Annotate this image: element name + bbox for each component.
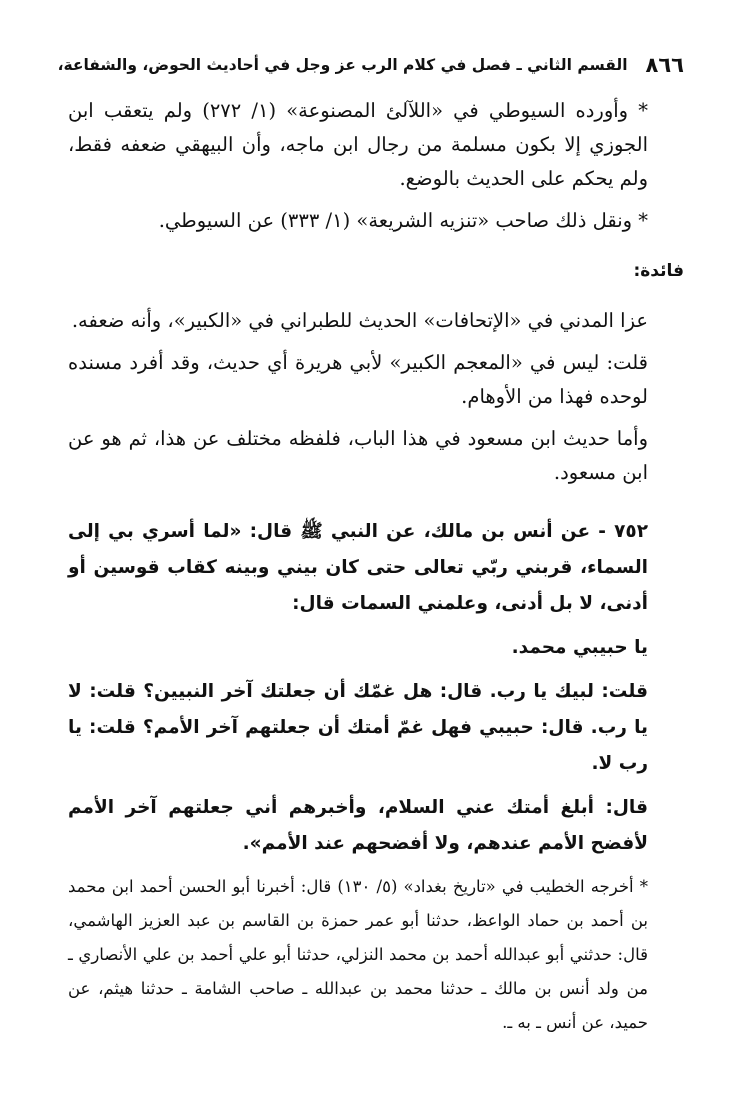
hadith-opening: ٧٥٢ - عن أنس بن مالك، عن النبي ﷺ قال: «لما أسري بي إلى السماء، قربني ربّي تعالى حتى كان بيني وبينه كقاب قوسين أو أدنى، لا بل أدنى، وعلمني السمات قال: [68, 521, 648, 614]
hadith-closing: قال: أبلغ أمتك عني السلام، وأخبرهم أني جعلتهم آخر الأمم لأفضح الأمم عندهم، ولا أفضحهم عند الأمم». [68, 797, 648, 854]
page-body [68, 94, 684, 1040]
faida-label: فائدة: [633, 261, 684, 281]
page-number: ٨٦٦ [645, 53, 684, 77]
hadith-dialogue: قلت: لبيك يا رب. قال: هل غمّك أن جعلتك آخر النبيين؟ قلت: لا يا رب. قال: حبيبي فهل غمّ أمتك أن جعلتهم آخر الأمم؟ قلت: يا رب لا. [68, 681, 648, 774]
paragraph-madani: عزا المدني في «الإتحافات» الحديث للطبراني في «الكبير»، وأنه ضعفه. [71, 309, 648, 332]
hadith-call: يا حبيبي محمد. [511, 637, 648, 658]
takhrij-paragraph: * أخرجه الخطيب في «تاريخ بغداد» (٥/ ١٣٠) قال: أخبرنا أبو الحسن أحمد ابن محمد بن أحمد بن حماد الواعظ، حدثنا أبو عمر حمزة بن القاسم بن عبد العزيز الهاشمي، قال: حدثني أبو عبدالله أحمد بن محمد النزلي، حدثنا أبو علي أحمد بن علي الأنصاري ـ من ولد أنس بن مالك ـ حدثنا محمد بن عبدالله ـ صاحب الشامة ـ حدثنا هيثم، عن حميد، عن أنس ـ به ـ. [68, 877, 648, 1032]
paragraph-ibn-masud: وأما حديث ابن مسعود في هذا الباب، فلفظه مختلف عن هذا، ثم هو عن ابن مسعود. [68, 427, 648, 484]
paragraph-qultu: قلت: ليس في «المعجم الكبير» لأبي هريرة أي حديث، وقد أفرد مسنده لوحده فهذا من الأوهام. [68, 351, 648, 408]
paragraph-tanzih: * ونقل ذلك صاحب «تنزيه الشريعة» (١/ ٣٣٣) عن السيوطي. [158, 209, 648, 232]
paragraph-suyuti: * وأورده السيوطي في «اللآلئ المصنوعة» (١/ ٢٧٢) ولم يتعقب ابن الجوزي إلا بكون مسلمة من رجال ابن ماجه، وأن البيهقي ضعفه فقط، ولم يحكم على الحديث بالوضع. [68, 99, 648, 190]
running-title: القسم الثاني ـ فصل في كلام الرب عز وجل في أحاديث الحوض، والشفاعة، [57, 56, 628, 74]
page-header [57, 48, 684, 82]
